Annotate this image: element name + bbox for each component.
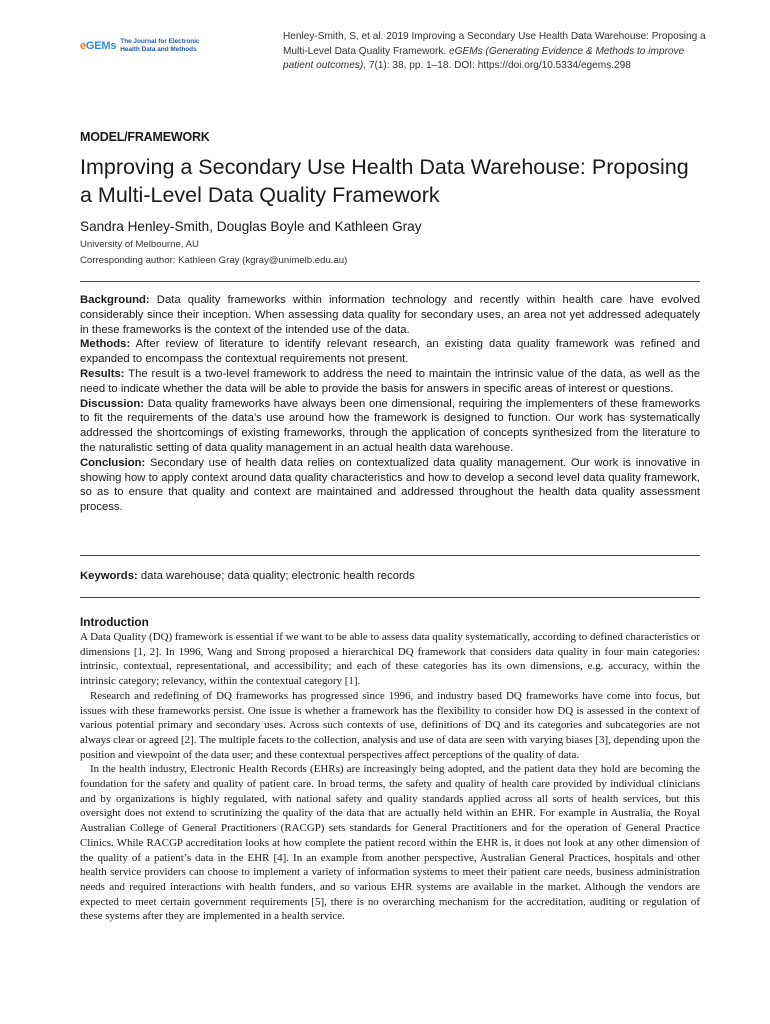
egems-logo-mark: eGEMs [80,39,117,52]
paragraph: A Data Quality (DQ) framework is essential if we want to be able to assess data quality systematically, according to defined characteristics or dimensions [1, 2]. In 1996, Wang and Strong proposed a hierarchical DQ framework that considers data quality in four main categories: intrinsic, contextual, representational, and accessibility; and each of these categories has its own dimensions, e.g. accuracy, within the intrinsic category; relevancy, within the contextual category [1]. [80,631,700,688]
paragraph: In the health industry, Electronic Health Records (EHRs) are increasingly being adopted, and the patient data they hold are becoming the foundation for the safety and quality of patient care. In broad terms, the safety and quality of health care provided by individual clinicians and by organizations is highly regulated, with national safety and quality standards applied across all sorts of health services, but this oversight does not extend to scrutinizing the quality of the data that are actually held within an EHR. For example in Australia, the Royal Australian College of General Practitioners (RACGP) sets standards for General Practitioners and for the operation of General Practice Clinics. While RACGP accreditation looks at how complete the patient record within the EHR is, it does not look at any other dimension of the quality of a patient’s data in the EHR [4]. In an example from another perspective, Australian General Practices, hospitals and other health service providers can choose to implement a variety of information systems to meet their patient care needs, business administration needs and required interactions with health funders, and so various EHR systems are available in the market. Although the vendors are expected to meet certain government requirements [5], there is no overarching mechanism for the accreditation, auditing or regulation of these systems after they are implemented in a health service. [80,763,700,923]
authors: Sandra Henley-Smith, Douglas Boyle and Kathleen Gray [80,219,422,234]
introduction-body [80,630,700,924]
logo-journal-name: The Journal for Electronic Health Data and Methods [120,38,200,53]
divider [80,281,700,282]
citation: Henley-Smith, S, et al. 2019 Improving a Secondary Use Health Data Warehouse: Proposing a Multi-Level Data Quality Framework. eGEMs (Generating Evidence & Methods to improve patient outcomes), 7(1): 38, pp. 1–18. DOI: https://doi.org/10.5334/egems.298 [283,31,706,71]
abstract-conclusion: Conclusion: Secondary use of health data relies on contextualized data quality management. Our work is innovative in showing how to apply context around data quality characteristics and how to develop a second level data quality framework, so as to ensure that quality and context are maintained and addressed throughout the health data quality assessment process. [80,456,700,514]
abstract [80,293,700,515]
keywords: Keywords: data warehouse; data quality; electronic health records [80,570,415,582]
article-category: MODEL/FRAMEWORK [80,130,210,144]
divider [80,597,700,598]
abstract-background: Background: Data quality frameworks within information technology and recently within health care have evolved considerably since their inception. When assessing data quality for secondary uses, an area not yet addressed adequately in these frameworks is the context of the intended use of the data. [80,294,700,336]
corresponding-author: Corresponding author: Kathleen Gray (kgray@unimelb.edu.au) [80,255,348,266]
article-title: Improving a Secondary Use Health Data Warehouse: Proposing a Multi-Level Data Quality Framework [80,155,689,207]
abstract-results: Results: The result is a two-level framework to address the need to maintain the intrinsic value of the data, as well as the need to indicate whether the data will be able to provide the basis for answers in specific areas of interest or questions. [80,367,700,395]
affiliation: University of Melbourne, AU [80,239,199,250]
journal-logo [80,38,199,53]
abstract-discussion: Discussion: Data quality frameworks have always been one dimensional, requiring the implementers of these frameworks to fit the requirements of the data’s use around how the framework is designed to function. Our work has systematically addressed the shortcomings of existing frameworks, through the application of concepts synthesized from the literature to the naturalistic setting of data quality management in an actual health data warehouse. [80,397,700,454]
abstract-methods: Methods: After review of literature to identify relevant research, an existing data quality framework was refined and expanded to encompass the contextual requirements not present. [80,338,700,366]
paragraph: Research and redefining of DQ frameworks has progressed since 1996, and industry based DQ frameworks have come into focus, but issues with these frameworks persist. One issue is whether a framework has the flexibility to consider how DQ is assessed in the context of various potential primary and secondary uses. Across such contexts of use, definitions of DQ and its categories and subcategories are not always clear or agreed [2]. The multiple facets to the collection, analysis and use of data are seen with varying biases [3], depending upon the position and viewpoint of the data user; and these contextual perspectives affect perceptions of the quality of data. [80,689,700,761]
divider [80,555,700,556]
section-heading-introduction: Introduction [80,615,149,629]
